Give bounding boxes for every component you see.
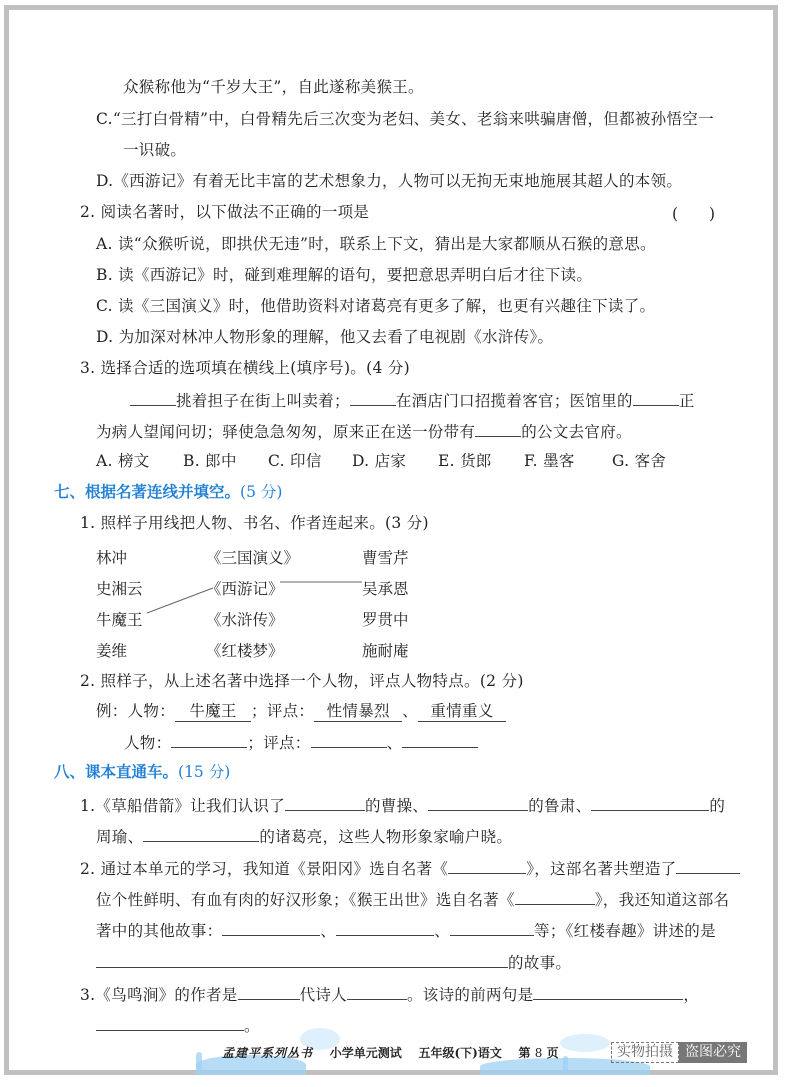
section-8-title: 八、课本直通车。 bbox=[54, 763, 179, 781]
footer-grade: 五年级(下)语文 bbox=[418, 1046, 502, 1060]
author-item[interactable]: 罗贯中 bbox=[362, 611, 409, 629]
choice-c: C. 印信 bbox=[268, 452, 322, 470]
example-trait-1: 性情暴烈 bbox=[314, 701, 402, 722]
s8-q2-blank-story1[interactable] bbox=[222, 919, 320, 936]
footer-brand: 孟建平系列丛书 bbox=[222, 1046, 314, 1060]
s8-q3-text-d: ， bbox=[683, 986, 700, 1004]
character-label: 人物： bbox=[124, 734, 172, 752]
q2-option-b: B. 读《西游记》时，碰到难理解的语句，要把意思弄明白后才往下读。 bbox=[96, 266, 593, 284]
section-8-heading bbox=[54, 762, 230, 782]
q1-option-b-tail: 众猴称他为“千岁大王”，自此遂称美猴王。 bbox=[123, 78, 424, 96]
s8-q2-text-f: 等；《红楼春趣》讲述的是 bbox=[534, 922, 716, 940]
section-8-points: (15 分) bbox=[178, 763, 231, 781]
q1-option-c-line1: C.“三打白骨精”中，白骨精先后三次变为老妇、美女、老翁来哄骗唐僧，但都被孙悟空一 bbox=[96, 110, 714, 128]
s8-q1-text-c: 的鲁肃、 bbox=[528, 797, 592, 815]
s7-q2-answer-row bbox=[124, 731, 478, 753]
footer-page-suffix: 页 bbox=[546, 1046, 559, 1060]
s8-q3-text-c: 。该诗的前两句是 bbox=[407, 986, 534, 1004]
choice-f: F. 墨客 bbox=[524, 452, 575, 470]
author-item: 施耐庵 bbox=[362, 642, 409, 660]
s8-q3-line2 bbox=[96, 1014, 260, 1036]
q2-option-d: D. 为加深对林冲人物形象的理解，他又去看了电视剧《水浒传》。 bbox=[96, 328, 554, 346]
s8-q2-blank-story3[interactable] bbox=[450, 919, 534, 936]
q2-option-c: C. 读《三国演义》时，他借助资料对诸葛亮有更多了解，也更有兴趣往下读了。 bbox=[96, 297, 656, 315]
s8-q1-blank-1[interactable] bbox=[285, 794, 365, 811]
cactus-decoration bbox=[196, 1052, 202, 1070]
example-character: 牛魔王 bbox=[175, 701, 251, 722]
book-item[interactable]: 《水浒传》 bbox=[206, 611, 284, 629]
s8-q3-text-a: 3.《鸟鸣涧》的作者是 bbox=[80, 986, 238, 1004]
s8-q3-blank-line2[interactable] bbox=[96, 1014, 244, 1031]
s8-q2-text-g: 的故事。 bbox=[508, 954, 572, 972]
character-blank[interactable] bbox=[171, 731, 247, 748]
comment-label: ；评点： bbox=[247, 734, 311, 752]
q1-option-c-line2: 一识破。 bbox=[123, 141, 187, 159]
section-7-title: 七、根据名著连线并填空。 bbox=[54, 483, 241, 501]
s8-q1-text-e: 周瑜、 bbox=[96, 828, 144, 846]
trait-blank-2[interactable] bbox=[402, 731, 478, 748]
s8-q2-text-a: 2. 通过本单元的学习，我知道《景阳冈》选自名著《 bbox=[80, 860, 449, 878]
s8-q2-line2 bbox=[96, 888, 729, 910]
s8-q2-text-d: 》，我还知道这部名 bbox=[594, 891, 730, 909]
q3-text-2: 在酒店门口招揽着客官；医馆里的 bbox=[395, 392, 633, 410]
separator: 、 bbox=[402, 702, 419, 720]
footer-page-prefix: 第 bbox=[518, 1046, 531, 1060]
character-item[interactable]: 姜维 bbox=[96, 642, 128, 660]
character-item[interactable]: 林冲 bbox=[96, 549, 128, 567]
s8-q1-text-a: 1.《草船借箭》让我们认识了 bbox=[80, 797, 285, 815]
s8-q1-line2 bbox=[96, 825, 512, 847]
page-number: 8 bbox=[534, 1046, 543, 1060]
cactus-decoration bbox=[563, 1056, 568, 1072]
s8-q1-blank-2[interactable] bbox=[428, 794, 528, 811]
q2-option-a: A. 读“众猴听说，即拱伏无违”时，联系上下文，猜出是大家都顺从石猴的意思。 bbox=[96, 235, 656, 253]
choice-g: G. 客舍 bbox=[612, 452, 667, 470]
s8-q2-text-c: 位个性鲜明、有血有肉的好汉形象；《猴王出世》选自名著《 bbox=[96, 891, 515, 909]
separator: 、 bbox=[320, 922, 337, 940]
separator: 、 bbox=[434, 922, 451, 940]
s8-q1-text-b: 的曹操、 bbox=[365, 797, 429, 815]
s8-q2-line4 bbox=[96, 951, 571, 973]
s8-q2-text-b: 》，这部名著共塑造了 bbox=[526, 860, 677, 878]
cloud-decoration bbox=[560, 1034, 610, 1052]
s8-q3-line1 bbox=[80, 983, 699, 1005]
q3-text-5: 的公文去官府。 bbox=[521, 423, 632, 441]
s8-q2-text-e: 著中的其他故事： bbox=[96, 922, 223, 940]
s8-q1-text-d: 的 bbox=[709, 797, 726, 815]
s8-q2-line3 bbox=[96, 919, 716, 941]
q3-text-3: 正 bbox=[678, 392, 695, 410]
book-item[interactable]: 《西游记》 bbox=[206, 580, 284, 598]
q2-stem: 2. 阅读名著时，以下做法不正确的一项是 bbox=[80, 203, 370, 221]
character-item[interactable]: 牛魔王 bbox=[96, 611, 143, 629]
choice-a: A. 榜文 bbox=[96, 452, 150, 470]
s8-q1-blank-4[interactable] bbox=[143, 825, 259, 842]
s8-q3-text-e: 。 bbox=[244, 1017, 260, 1035]
stamp-right: 盗图必究 bbox=[679, 1042, 747, 1063]
s8-q3-blank-poet[interactable] bbox=[347, 983, 407, 1000]
example-trait-2: 重情重义 bbox=[418, 701, 506, 722]
trait-blank-1[interactable] bbox=[311, 731, 387, 748]
s8-q3-blank-line1[interactable] bbox=[533, 983, 683, 1000]
character-item[interactable]: 史湘云 bbox=[96, 580, 143, 598]
s7-q1-stem: 1. 照样子用线把人物、书名、作者连起来。(3 分) bbox=[80, 514, 429, 532]
choice-b: B. 郎中 bbox=[183, 452, 237, 470]
watermark-stamp bbox=[611, 1042, 747, 1063]
s7-q2-stem: 2. 照样子，从上述名著中选择一个人物，评点人物特点。(2 分) bbox=[80, 672, 524, 690]
example-label: 例：人物： bbox=[96, 702, 176, 720]
s8-q2-blank-story2[interactable] bbox=[336, 919, 434, 936]
q3-text-4: 为病人望闻问切；驿使急急匆匆，原来正在送一份带有 bbox=[96, 423, 476, 441]
s8-q1-blank-3[interactable] bbox=[591, 794, 709, 811]
separator: 、 bbox=[386, 734, 403, 752]
author-item[interactable]: 吴承恩 bbox=[362, 580, 409, 598]
choice-e: E. 货郎 bbox=[438, 452, 492, 470]
s8-q3-text-b: 代诗人 bbox=[299, 986, 347, 1004]
s8-q1-line1 bbox=[80, 794, 725, 816]
footer-line bbox=[222, 1044, 559, 1061]
q3-text-1: 挑着担子在街上叫卖着； bbox=[176, 392, 350, 410]
s7-q2-example bbox=[96, 701, 506, 722]
s8-q2-line1 bbox=[80, 857, 740, 879]
s8-q2-blank-summary[interactable] bbox=[96, 951, 508, 968]
s8-q2-blank-book2[interactable] bbox=[515, 888, 595, 905]
s8-q2-blank-count[interactable] bbox=[676, 857, 740, 874]
q3-stem: 3. 选择合适的选项填在横线上(填序号)。(4 分) bbox=[80, 359, 410, 377]
footer-series: 小学单元测试 bbox=[329, 1046, 402, 1060]
q1-option-d: D.《西游记》有着无比丰富的艺术想象力，人物可以无拘无束地施展其超人的本领。 bbox=[96, 172, 683, 190]
s8-q3-blank-dynasty[interactable] bbox=[238, 983, 300, 1000]
stamp-left: 实物拍摄 bbox=[611, 1042, 679, 1063]
choice-d: D. 店家 bbox=[352, 452, 407, 470]
book-item[interactable]: 《红楼梦》 bbox=[206, 642, 284, 660]
s8-q1-text-f: 的诸葛亮，这些人物形象家喻户晓。 bbox=[259, 828, 513, 846]
section-7-points: (5 分) bbox=[240, 483, 283, 501]
book-item[interactable]: 《三国演义》 bbox=[206, 549, 300, 567]
author-item[interactable]: 曹雪芹 bbox=[362, 549, 409, 567]
s8-q2-blank-book1[interactable] bbox=[448, 857, 526, 874]
q2-answer-paren[interactable]: ( ) bbox=[672, 205, 716, 223]
comment-label: ；评点： bbox=[251, 702, 315, 720]
